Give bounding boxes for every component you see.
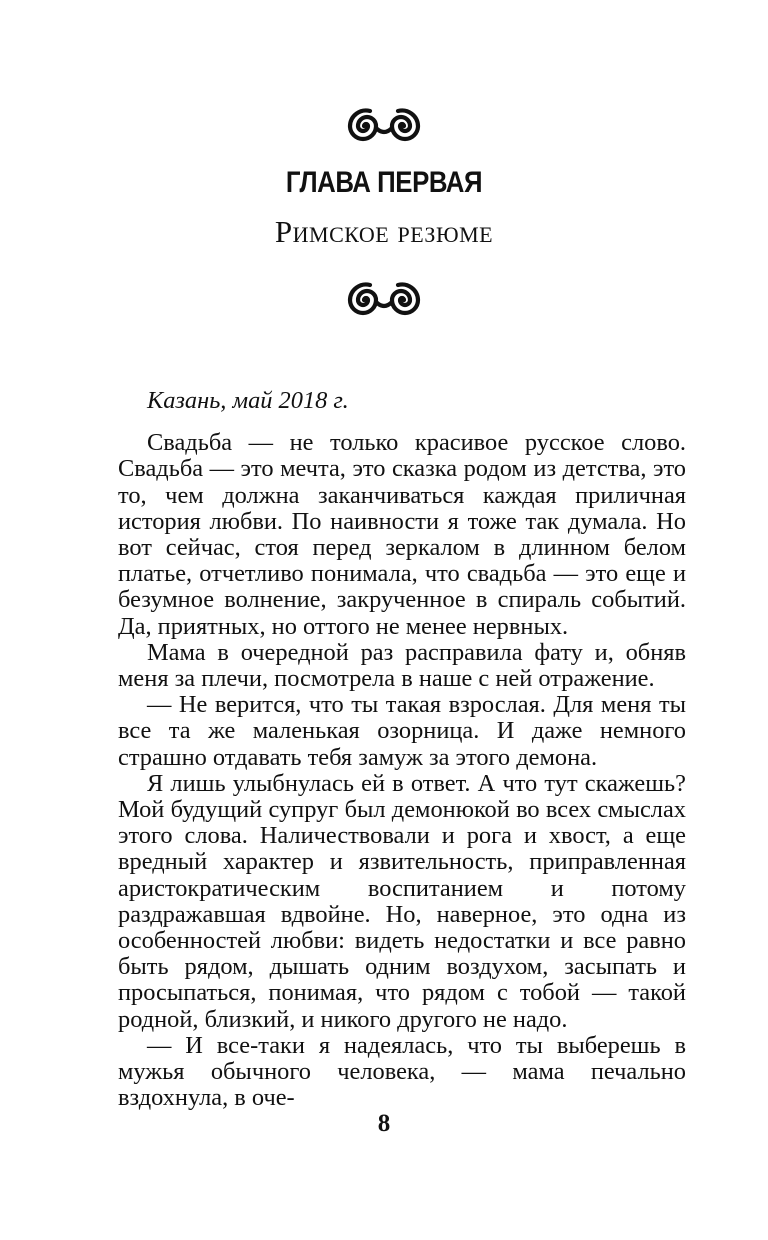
body-text [118, 388, 686, 1111]
ornament-top [0, 106, 768, 146]
paragraph: Мама в очередной раз расправила фату и, обняв меня за плечи, посмотрела в наше с ней отражение. [118, 638, 686, 693]
paragraph: — И все-таки я надеялась, что ты выберешь в мужья обычного человека, — мама печально вздохнула, в оче- [118, 1031, 686, 1112]
page-number: 8 [377, 1110, 391, 1137]
paragraph: Я лишь улыбнулась ей в ответ. А что тут скажешь? Мой будущий супруг был демонюкой во всех смыслах этого слова. Наличествовали и рога и хвост, а еще вредный характер и язвительность, приправленная аристократическим воспитанием и потому раздражавшая вдвойне. Но, наверное, это одна из особенностей любви: видеть недостатки и все равно быть рядом, дышать одним воздухом, засыпать и просыпаться, понимая, что рядом с тобой — такой родной, близкий, и никого другого не надо. [118, 769, 686, 1033]
chapter-title: ГЛАВА ПЕРВАЯ [285, 166, 483, 199]
paragraph: — Не верится, что ты такая взрослая. Для меня ты все та же маленькая озорница. И даже немного страшно отдавать тебя замуж за этого демона. [118, 691, 686, 771]
double-spiral-ornament-icon [342, 280, 426, 320]
double-spiral-ornament-icon [342, 106, 426, 146]
chapter-subtitle: Римское резюме [274, 214, 494, 249]
ornament-bottom [0, 280, 768, 320]
paragraph: Свадьба — не только красивое русское слово. Свадьба — это мечта, это сказка родом из детства, это то, чем должна заканчиваться каждая приличная история любви. По наивности я тоже так думала. Но вот сейчас, стоя перед зеркалом в длинном белом платье, отчетливо понимала, что свадьба — это еще и безумное волнение, закрученное в спираль событий. Да, приятных, но оттого не менее нервных. [118, 429, 686, 640]
dateline: Казань, май 2018 г. [147, 387, 349, 414]
